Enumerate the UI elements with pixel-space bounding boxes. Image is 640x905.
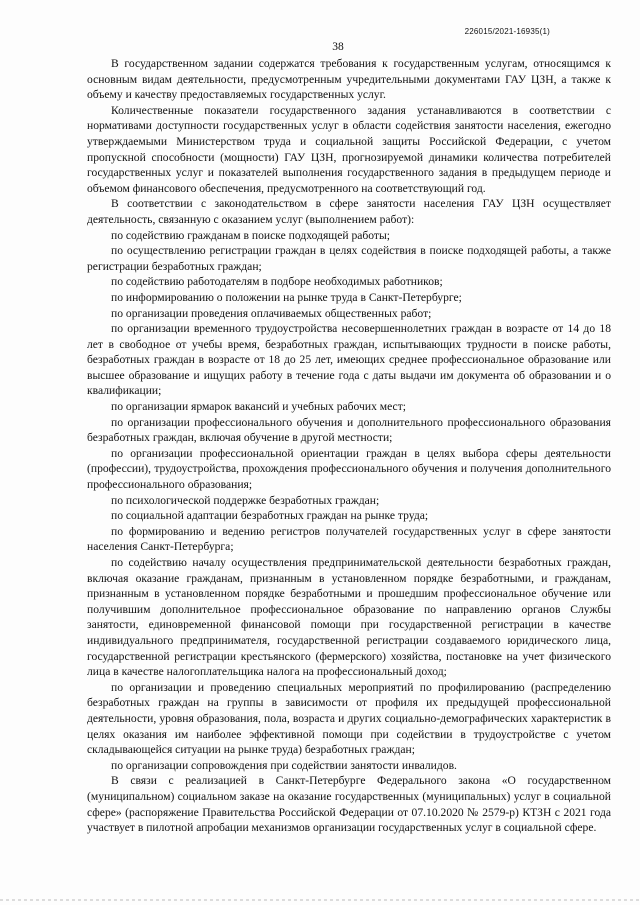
- document-registration-number: 226015/2021-16935(1): [464, 27, 550, 36]
- list-item: по содействию гражданам в поиске подходящей работы;: [111, 228, 391, 242]
- list-item: по организации профессионального обучения и дополнительного профессионального образования безработных граждан, включая обучение в другой местности;: [87, 415, 611, 445]
- list-item: по содействию работодателям в подборе необходимых работников;: [111, 275, 443, 289]
- list-item: по психологической поддержке безработных граждан;: [111, 493, 380, 507]
- paragraph: Количественные показатели государственного задания устанавливаются в соответствии с нормативами доступности государственных услуг в области содействия занятости населения, ежегодно утверждаемыми Министерством труда и социальной защиты Российской Федерации, с учетом пропускной способности (мощности) ГАУ ЦЗН, прогнозируемой динамики количества потребителей государственных услуг и показателей выполнения государственного задания в предыдущем периоде и объемом финансового обеспечения, предусмотренного на соответствующий год.: [87, 103, 611, 195]
- list-item: по содействию началу осуществления предпринимательской деятельности безработных граждан, включая оказание гражданам, признанным в установленном порядке безработными, и гражданам, признанным в установленном порядке безработными и прошедшим профессиональное обучение или получившим дополнительное профессиональное образование по направлению органов Службы занятости, единовременной финансовой помощи при государственной регистрации в качестве индивидуального предпринимателя, государственной регистрации создаваемого юридического лица, государственной регистрации крестьянского (фермерского) хозяйства, постановке на учет физического лица в качестве налогоплательщика налога на профессиональный доход;: [87, 556, 611, 679]
- paragraph: В соответствии с законодательством в сфере занятости населения ГАУ ЦЗН осуществляет деятельность, связанную с оказанием услуг (выполнением работ):: [87, 197, 611, 226]
- paragraph: В государственном задании содержатся требования к государственным услугам, относящимся к основным видам деятельности, предусмотренным учредительными документами ГАУ ЦЗН, а также к объему и качеству предоставляемых государственных услуг.: [87, 57, 611, 102]
- list-item: по формированию и ведению регистров получателей государственных услуг в сфере занятости населения Санкт-Петербурга;: [87, 524, 611, 554]
- list-item: по осуществлению регистрации граждан в целях содействия в поиске подходящей работы, а также регистрации безработных граждан;: [87, 244, 611, 273]
- list-item: по организации временного трудоустройства несовершеннолетних граждан в возрасте от 14 до 18 лет в свободное от учебы время, безработных граждан, испытывающих трудности в поиске работы, безработных граждан в возрасте от 18 до 25 лет, имеющих среднее профессиональное образование или высшее образование и ищущих работу в течение года с даты выдачи им документа об образовании и о квалификации;: [87, 322, 611, 398]
- list-item: по организации профессиональной ориентации граждан в целях выбора сферы деятельности (профессии), трудоустройства, прохождения профессионального обучения и получения дополнительного профессионального образования;: [87, 446, 611, 492]
- document-body: [87, 56, 611, 836]
- page-number: 38: [332, 41, 344, 53]
- list-item: по социальной адаптации безработных граждан на рынке труда;: [111, 509, 429, 523]
- list-item: по организации проведения оплачиваемых общественных работ;: [111, 306, 432, 320]
- list-item: по организации и проведению специальных мероприятий по профилированию (распределению безработных граждан на группы в зависимости от профиля их предыдущей профессиональной деятельности, уровня образования, пола, возраста и других социально-демографических характеристик в целях оказания им наиболее эффективной помощи при содействии в трудоустройстве с учетом складывающейся ситуации на рынке труда) безработных граждан;: [87, 680, 611, 757]
- paragraph: В связи с реализацией в Санкт-Петербурге Федерального закона «О государственном (муниципальном) социальном заказе на оказание государственных (муниципальных) услуг в социальной сфере» (распоряжение Правительства Российской Федерации от 07.10.2020 № 2579-р) КТЗН с 2021 года участвует в пилотной апробации механизмов организации государственных услуг в социальной сфере.: [87, 774, 611, 835]
- list-item: по информированию о положении на рынке труда в Санкт-Петербурге;: [111, 290, 462, 304]
- list-item: по организации сопровождения при содействии занятости инвалидов.: [111, 758, 457, 772]
- list-item: по организации ярмарок вакансий и учебных рабочих мест;: [111, 400, 406, 414]
- scan-edge-divider: [0, 899, 640, 901]
